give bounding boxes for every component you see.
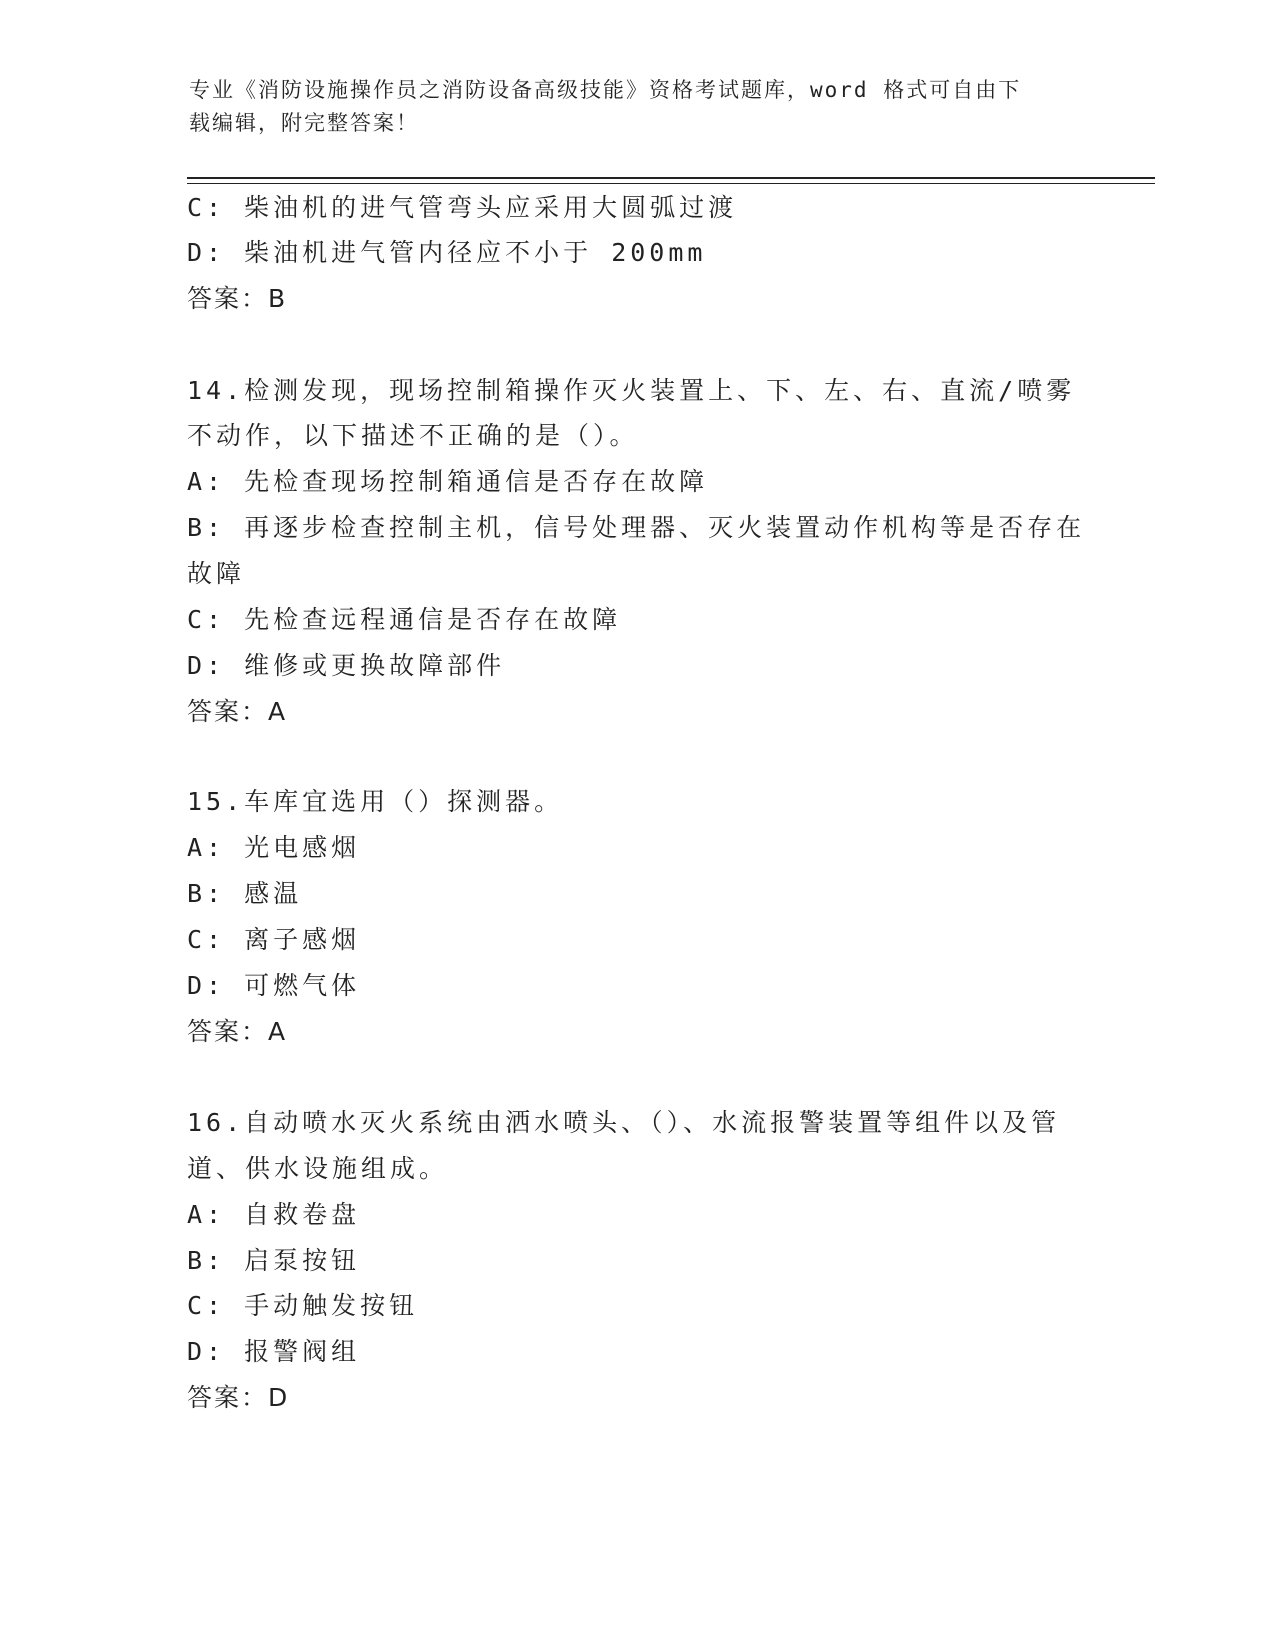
q14-option-a: A: 先检查现场控制箱通信是否存在故障 [187,467,709,496]
header-divider-thick [187,177,1155,179]
q14-stem-line-1: 14.检测发现，现场控制箱操作灭火装置上、下、左、右、直流/喷雾 [187,376,1076,405]
header-line-2: 载编辑，附完整答案！ [189,111,419,135]
q16-option-d: D: 报警阀组 [187,1337,361,1366]
q15-answer: 答案：A [187,1017,288,1046]
q16-option-c: C: 手动触发按钮 [187,1291,419,1320]
q15-option-c: C: 离子感烟 [187,925,361,954]
q16-answer: 答案：D [187,1383,290,1412]
q14-option-b-line-1: B: 再逐步检查控制主机，信号处理器、灭火装置动作机构等是否存在 [187,513,1086,542]
q15-option-a: A: 光电感烟 [187,833,361,862]
q14-answer: 答案：A [187,697,288,726]
q16-option-b: B: 启泵按钮 [187,1246,361,1275]
q14-option-d: D: 维修或更换故障部件 [187,651,506,680]
q14-option-b-line-2: 故障 [187,559,246,588]
q14-stem-line-2: 不动作，以下描述不正确的是（）。 [187,421,639,450]
header-line-1: 专业《消防设施操作员之消防设备高级技能》资格考试题库，word 格式可自由下 [189,78,1022,102]
q14-option-c: C: 先检查远程通信是否存在故障 [187,605,622,634]
q16-stem-line-2: 道、供水设施组成。 [187,1154,449,1183]
document-header [189,74,1089,140]
q16-option-a: A: 自救卷盘 [187,1200,361,1229]
q15-option-d: D: 可燃气体 [187,971,361,1000]
q15-option-b: B: 感温 [187,879,303,908]
q16-stem-line-1: 16.自动喷水灭火系统由洒水喷头、（）、水流报警装置等组件以及管 [187,1108,1061,1137]
q13-option-d: D: 柴油机进气管内径应不小于 200mm [187,238,707,267]
q13-answer: 答案：B [187,284,288,313]
header-divider-thin [187,183,1155,184]
q15-stem: 15.车库宜选用（）探测器。 [187,787,564,816]
q13-option-c: C: 柴油机的进气管弯头应采用大圆弧过渡 [187,193,738,222]
